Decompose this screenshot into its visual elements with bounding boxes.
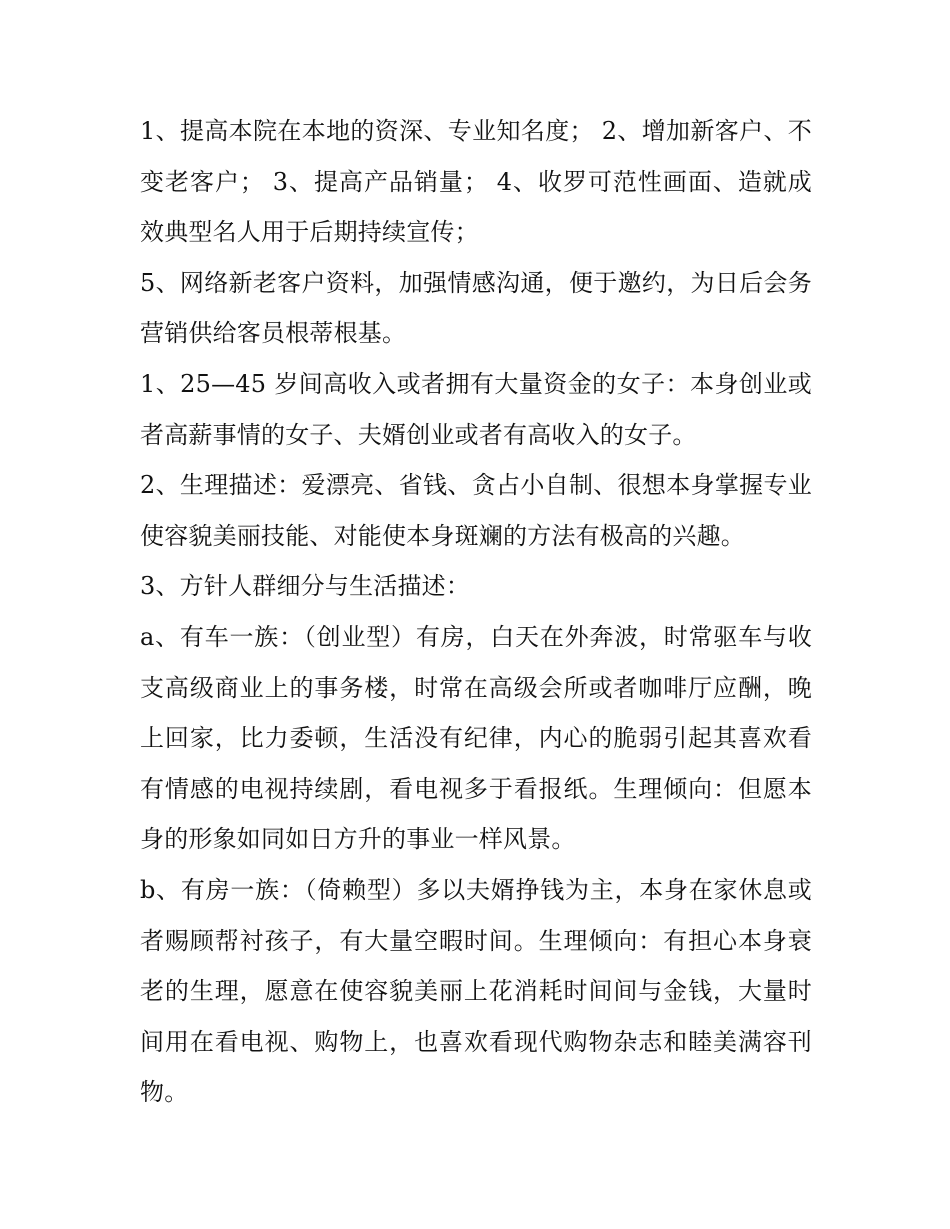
paragraph-home-owners: b、有房一族：（倚赖型）多以夫婿挣钱为主，本身在家休息或者赐顾帮衬孩子，有大量空暇时间。生理倾向：有担心本身衰老的生理，愿意在使容貌美丽上花消耗时间间与金钱，大量时间用在看电视、购物上，也喜欢看现代购物杂志和睦美满容刊物。 bbox=[140, 875, 812, 1107]
document-body bbox=[140, 106, 812, 1118]
paragraph-segmentation-heading: 3、方针人群细分与生活描述： bbox=[140, 572, 471, 601]
paragraph-psychology: 2、生理描述：爱漂亮、省钱、贪占小自制、很想本身掌握专业使容貌美丽技能、对能使本身斑斓的方法有极高的兴趣。 bbox=[140, 471, 812, 550]
paragraph-car-owners: a、有车一族：（创业型）有房，白天在外奔波，时常驱车与收支高级商业上的事务楼，时常在高级会所或者咖啡厅应酬，晚上回家，比力委顿，生活没有纪律，内心的脆弱引起其喜欢看有情感的电视持续剧，看电视多于看报纸。生理倾向：但愿本身的形象如同如日方升的事业一样风景。 bbox=[140, 622, 812, 854]
paragraph-target-age: 1、25—45 岁间高收入或者拥有大量资金的女子：本身创业或者高薪事情的女子、夫婿创业或者有高收入的女子。 bbox=[140, 369, 812, 449]
paragraph-goals-1-4: 1、提高本院在本地的资深、专业知名度； 2、增加新客户、不变老客户； 3、提高产品销量； 4、收罗可范性画面、造就成效典型名人用于后期持续宣传； bbox=[140, 117, 812, 247]
paragraph-goal-5: 5、网络新老客户资料，加强情感沟通，便于邀约，为日后会务营销供给客员根蒂根基。 bbox=[140, 268, 812, 348]
